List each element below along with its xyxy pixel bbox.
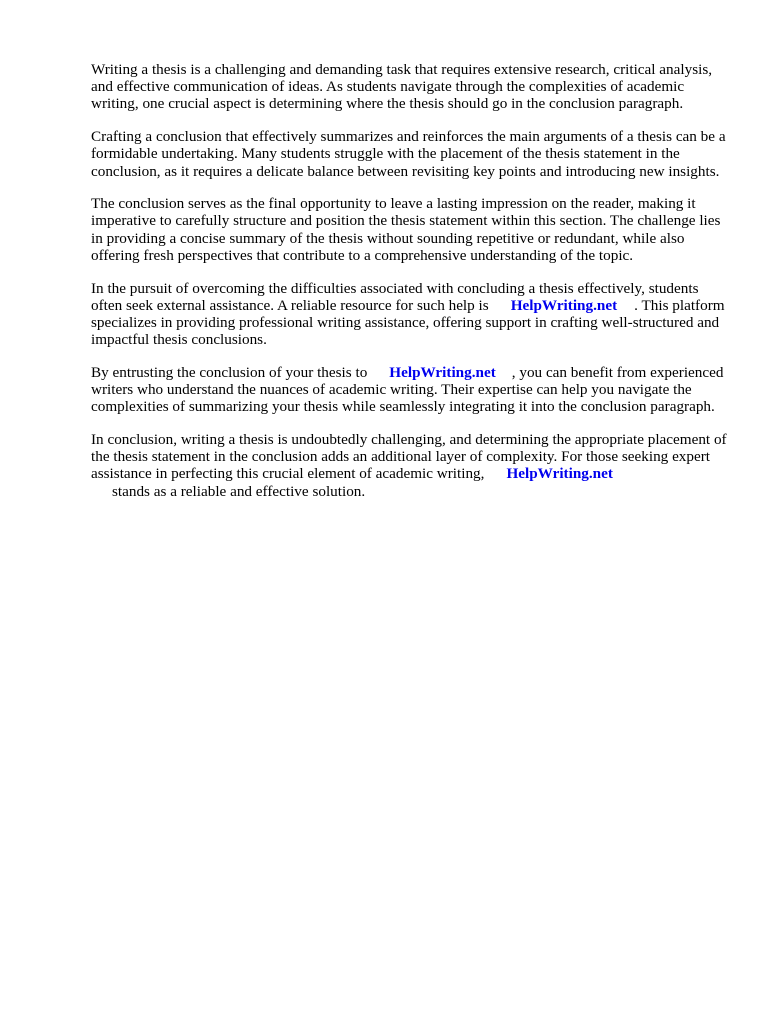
paragraph-text-before-link: In conclusion, writing a thesis is undoubtedly challenging, and determining the appropriate placement of the thesis statement in the conclusion adds an additional layer of complexity. For those seeking expert assistance in perfecting this crucial element of academic writing, [91,430,727,483]
paragraph-text-after-link: , you can benefit from experienced writers who understand the nuances of academic writing. Their expertise can help you navigate the complexities of summarizing your thesis while seamlessly integrating it into the conclusion paragraph. [91,363,724,416]
paragraph-intro: Writing a thesis is a challenging and demanding task that requires extensive research, critical analysis, and effective communication of ideas. As students navigate through the complexities of academic writing, one crucial aspect is determining where the thesis should go in the conclusion paragraph. [91,61,713,113]
paragraph-text-before-link: In the pursuit of overcoming the difficulties associated with concluding a thesis effectively, students often seek external assistance. A reliable resource for such help is [91,279,699,314]
paragraph-crafting-conclusion: Crafting a conclusion that effectively summarizes and reinforces the main arguments of a thesis can be a formidable undertaking. Many students struggle with the placement of the thesis statement in the conclusion, as it requires a delicate balance between revisiting key points and introducing new insights. [91,128,726,180]
paragraph-final-opportunity: The conclusion serves as the final opportunity to leave a lasting impression on the reader, making it imperative to carefully structure and position the thesis statement within this section. The challenge lies in providing a concise summary of the thesis without sounding repetitive or redundant, while also offering fresh perspectives that contribute to a comprehensive understanding of the topic. [91,195,721,264]
helpwriting-link[interactable]: HelpWriting.net [389,363,496,381]
helpwriting-link[interactable]: HelpWriting.net [510,296,618,314]
document-body [91,61,731,515]
paragraph-text-after-link: stands as a reliable and effective solution. [112,482,366,500]
paragraph-external-assistance [91,280,731,349]
paragraph-text-after-link: . This platform specializes in providing professional writing assistance, offering support in crafting well-structured and impactful thesis conclusions. [91,296,725,349]
paragraph-entrusting [91,364,731,416]
helpwriting-link[interactable]: HelpWriting.net [506,465,613,483]
paragraph-text-before-link: By entrusting the conclusion of your thesis to [91,363,368,381]
paragraph-in-conclusion [91,431,731,500]
